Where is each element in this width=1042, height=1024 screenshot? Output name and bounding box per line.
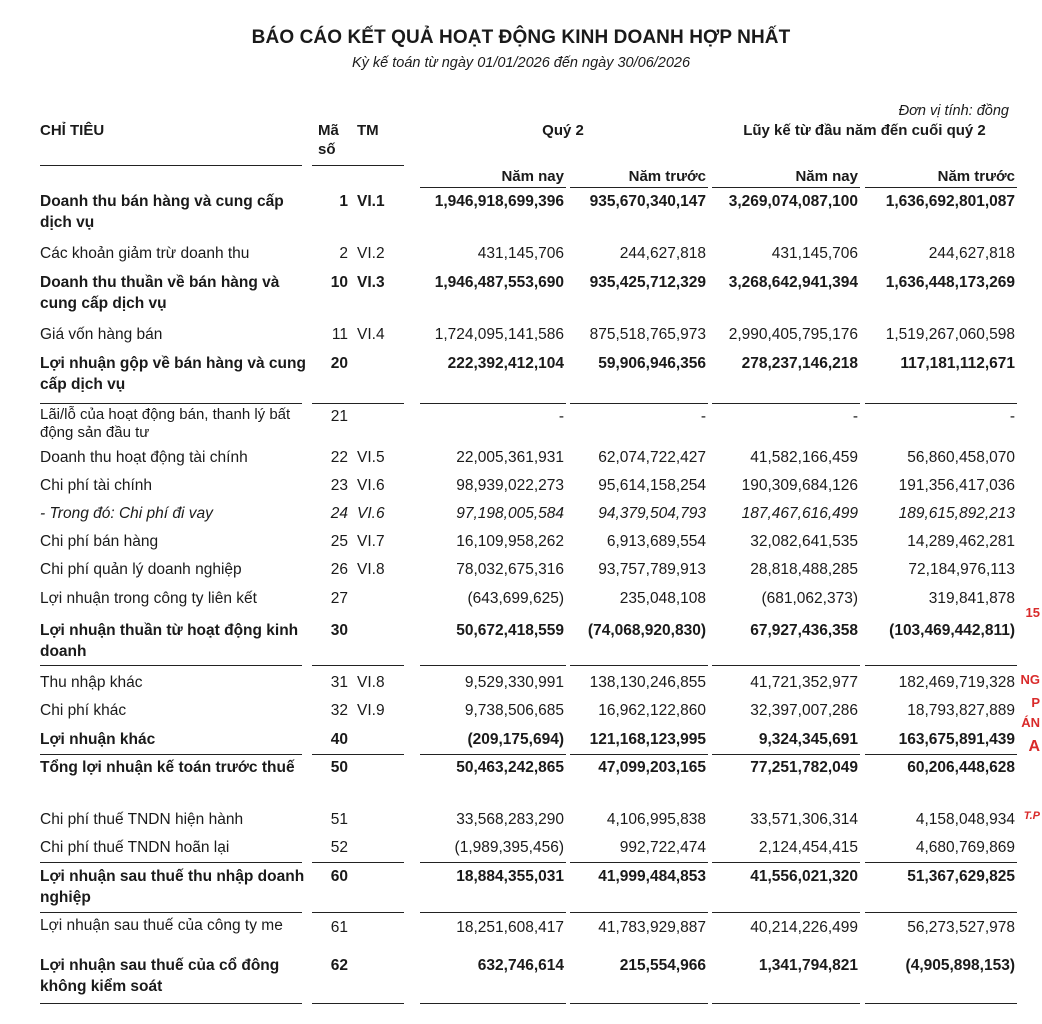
- row-ytd-last: 56,860,458,070: [907, 449, 1015, 466]
- section-rule: [570, 665, 708, 666]
- row-note: VI.6: [357, 477, 385, 494]
- section-rule: [40, 754, 302, 755]
- row-ytd-this: 2,990,405,795,176: [728, 326, 858, 343]
- row-code: 61: [330, 919, 348, 936]
- row-ytd-last: 1,636,692,801,087: [885, 193, 1015, 210]
- row-ytd-this: 67,927,436,358: [750, 622, 858, 639]
- row-label: Doanh thu thuần về bán hàng và cung cấp dịch vụ: [40, 274, 280, 312]
- row-code: 50: [330, 759, 348, 776]
- row-q-last: 95,614,158,254: [598, 477, 706, 494]
- report-period: Kỳ kế toán từ ngày 01/01/2026 đến ngày 30/06/2026: [351, 55, 691, 71]
- row-q-last: 47,099,203,165: [598, 759, 706, 776]
- section-rule: [40, 1003, 302, 1004]
- row-q-this: 98,939,022,273: [456, 477, 564, 494]
- row-ytd-this: 2,124,454,415: [758, 839, 858, 856]
- row-code: 24: [330, 505, 348, 522]
- row-q-last: 41,999,484,853: [598, 868, 706, 885]
- row-label: Các khoản giảm trừ doanh thu: [40, 245, 250, 262]
- row-ytd-this: 40,214,226,499: [750, 919, 858, 936]
- row-note: VI.3: [357, 274, 385, 291]
- row-ytd-last: 163,675,891,439: [898, 731, 1015, 748]
- row-ytd-this: 33,571,306,314: [750, 811, 858, 828]
- stamp-text: A: [1028, 738, 1040, 755]
- row-code: 27: [330, 590, 348, 607]
- row-ytd-last: 191,356,417,036: [898, 477, 1015, 494]
- section-rule: [40, 912, 302, 913]
- row-q-last: 138,130,246,855: [589, 674, 706, 691]
- row-q-this: 22,005,361,931: [456, 449, 564, 466]
- section-rule: [420, 665, 566, 666]
- row-q-this: (643,699,625): [467, 590, 564, 607]
- row-code: 52: [330, 839, 348, 856]
- row-q-last: 16,962,122,860: [598, 702, 706, 719]
- row-ytd-this: -: [852, 408, 858, 425]
- row-ytd-this: 77,251,782,049: [750, 759, 858, 776]
- row-ytd-last: 60,206,448,628: [907, 759, 1015, 776]
- currency-unit: Đơn vị tính: đồng: [898, 103, 1009, 119]
- row-q-last: 4,106,995,838: [606, 811, 706, 828]
- row-q-this: 33,568,283,290: [456, 811, 564, 828]
- row-q-last: 875,518,765,973: [589, 326, 706, 343]
- row-q-this: 50,463,242,865: [456, 759, 564, 776]
- section-rule: [312, 912, 404, 913]
- row-ytd-last: 182,469,719,328: [898, 674, 1015, 691]
- row-q-this: 9,529,330,991: [464, 674, 564, 691]
- row-label: Lợi nhuận thuần từ hoạt động kinh doanh: [40, 622, 299, 660]
- row-label: - Trong đó: Chi phí đi vay: [40, 505, 213, 522]
- row-code: 11: [331, 326, 348, 343]
- row-ytd-this: 190,309,684,126: [741, 477, 858, 494]
- row-label: Lợi nhuận sau thuế của cổ đông không kiểm soát: [40, 957, 280, 995]
- row-label: Giá vốn hàng bán: [40, 326, 163, 343]
- section-rule: [420, 754, 566, 755]
- row-note: VI.1: [357, 193, 385, 210]
- row-q-this: 632,746,614: [477, 957, 564, 974]
- header-q-last-year: Năm trước: [628, 168, 706, 185]
- row-ytd-last: 18,793,827,889: [907, 702, 1015, 719]
- row-ytd-this: 3,269,074,087,100: [728, 193, 858, 210]
- header-rule-q-this: [420, 187, 566, 188]
- header-code-line2: số: [318, 141, 336, 158]
- row-q-this: 1,946,487,553,690: [434, 274, 564, 291]
- section-rule: [865, 912, 1017, 913]
- row-q-last: 59,906,946,356: [598, 355, 706, 372]
- row-q-this: 18,884,355,031: [456, 868, 564, 885]
- row-note: VI.8: [357, 561, 385, 578]
- section-rule: [712, 754, 860, 755]
- report-title: BÁO CÁO KẾT QUẢ HOẠT ĐỘNG KINH DOANH HỢP NHẤT: [251, 27, 791, 48]
- row-q-last: 244,627,818: [619, 245, 706, 262]
- row-q-this: (209,175,694): [467, 731, 564, 748]
- row-label: Chi phí khác: [40, 702, 127, 719]
- row-ytd-last: 4,680,769,869: [915, 839, 1015, 856]
- row-code: 21: [330, 408, 348, 425]
- section-rule: [712, 403, 860, 404]
- row-label: Lợi nhuận sau thuế của công ty me: [40, 917, 283, 934]
- row-ytd-last: 56,273,527,978: [907, 919, 1015, 936]
- table-row: [0, 917, 1042, 937]
- section-rule: [865, 1003, 1017, 1004]
- row-label: Chi phí bán hàng: [40, 533, 159, 550]
- row-ytd-this: 1,341,794,821: [758, 957, 858, 974]
- row-ytd-this: (681,062,373): [761, 590, 858, 607]
- row-label: Chi phí tài chính: [40, 477, 153, 494]
- row-ytd-last: 319,841,878: [928, 590, 1015, 607]
- section-rule: [865, 665, 1017, 666]
- section-rule: [40, 665, 302, 666]
- row-q-last: 992,722,474: [619, 839, 706, 856]
- section-rule: [570, 1003, 708, 1004]
- row-ytd-last: 244,627,818: [928, 245, 1015, 262]
- header-rule-code: [312, 165, 404, 166]
- row-q-this: 16,109,958,262: [456, 533, 564, 550]
- row-label: Chi phí thuế TNDN hiện hành: [40, 811, 244, 828]
- company-stamp: [1016, 600, 1042, 860]
- row-label: Lãi/lỗ của hoạt động bán, thanh lý bất động sản đầu tư: [40, 406, 291, 441]
- row-label: Lợi nhuận sau thuế thu nhập doanh nghiệp: [40, 868, 305, 906]
- section-rule: [312, 862, 404, 863]
- header-note: TM: [357, 122, 379, 139]
- row-code: 30: [330, 622, 348, 639]
- row-code: 23: [330, 477, 348, 494]
- section-rule: [865, 403, 1017, 404]
- row-ytd-last: 14,289,462,281: [907, 533, 1015, 550]
- row-ytd-last: 51,367,629,825: [907, 868, 1015, 885]
- section-rule: [570, 754, 708, 755]
- stamp-text: 15: [1025, 605, 1040, 620]
- row-ytd-last: 117,181,112,671: [900, 355, 1015, 372]
- row-code: 25: [330, 533, 348, 550]
- row-code: 20: [330, 355, 348, 372]
- row-code: 10: [330, 274, 348, 291]
- section-rule: [570, 403, 708, 404]
- row-q-last: 215,554,966: [619, 957, 706, 974]
- row-note: VI.7: [357, 533, 385, 550]
- section-rule: [312, 403, 404, 404]
- section-rule: [420, 912, 566, 913]
- row-ytd-last: (103,469,442,811): [889, 622, 1015, 639]
- row-label: Chi phí thuế TNDN hoãn lại: [40, 839, 230, 856]
- section-rule: [312, 754, 404, 755]
- section-rule: [420, 1003, 566, 1004]
- row-code: 62: [330, 957, 348, 974]
- row-q-this: -: [558, 408, 564, 425]
- row-ytd-last: 1,636,448,173,269: [885, 274, 1015, 291]
- row-q-this: 222,392,412,104: [447, 355, 564, 372]
- row-label: Lợi nhuận gộp về bán hàng và cung cấp dịch vụ: [40, 355, 306, 393]
- row-q-last: 235,048,108: [619, 590, 706, 607]
- row-ytd-this: 187,467,616,499: [741, 505, 858, 522]
- row-q-last: -: [700, 408, 706, 425]
- row-q-this: 1,724,095,141,586: [434, 326, 564, 343]
- section-rule: [570, 912, 708, 913]
- row-ytd-last: 4,158,048,934: [915, 811, 1015, 828]
- row-q-last: (74,068,920,830): [587, 622, 706, 639]
- row-ytd-this: 431,145,706: [771, 245, 858, 262]
- row-code: 1: [339, 193, 348, 210]
- row-code: 60: [330, 868, 348, 885]
- section-rule: [420, 862, 566, 863]
- row-q-last: 121,168,123,995: [589, 731, 706, 748]
- stamp-text: ÁN: [1021, 715, 1040, 730]
- row-ytd-last: 1,519,267,060,598: [885, 326, 1015, 343]
- row-ytd-last: (4,905,898,153): [905, 957, 1015, 974]
- row-note: VI.8: [357, 674, 385, 691]
- row-label: Thu nhập khác: [40, 674, 143, 691]
- row-ytd-this: 41,721,352,977: [750, 674, 858, 691]
- header-rule-ytd-last: [865, 187, 1017, 188]
- section-rule: [712, 912, 860, 913]
- stamp-text: NG: [1020, 672, 1040, 687]
- row-code: 51: [330, 811, 348, 828]
- row-ytd-last: 189,615,892,213: [898, 505, 1015, 522]
- header-ytd-last-year: Năm trước: [937, 168, 1015, 185]
- row-label: Lợi nhuận khác: [40, 731, 156, 748]
- row-q-this: 431,145,706: [477, 245, 564, 262]
- section-rule: [312, 665, 404, 666]
- stamp-text: P: [1031, 695, 1040, 710]
- row-ytd-this: 28,818,488,285: [750, 561, 858, 578]
- row-ytd-last: 72,184,976,113: [908, 561, 1015, 578]
- row-q-this: 18,251,608,417: [456, 919, 564, 936]
- row-label: Lợi nhuận trong công ty liên kết: [40, 590, 257, 607]
- section-rule: [865, 754, 1017, 755]
- row-label: Doanh thu hoạt động tài chính: [40, 449, 248, 466]
- header-ytd-this-year: Năm nay: [795, 168, 858, 185]
- header-quarter: Quý 2: [542, 122, 584, 139]
- section-rule: [40, 403, 302, 404]
- row-ytd-this: 3,268,642,941,394: [728, 274, 858, 291]
- row-ytd-this: 32,082,641,535: [750, 533, 858, 550]
- section-rule: [712, 665, 860, 666]
- row-note: VI.2: [357, 245, 385, 262]
- row-code: 40: [330, 731, 348, 748]
- row-note: VI.9: [357, 702, 385, 719]
- row-ytd-last: -: [1009, 408, 1015, 425]
- row-note: VI.6: [357, 505, 385, 522]
- stamp-text: T.P: [1023, 810, 1040, 822]
- row-note: VI.5: [357, 449, 385, 466]
- row-ytd-this: 41,556,021,320: [750, 868, 858, 885]
- header-code-line1: Mã: [318, 122, 339, 139]
- row-ytd-this: 278,237,146,218: [741, 355, 858, 372]
- row-ytd-this: 41,582,166,459: [750, 449, 858, 466]
- section-rule: [570, 862, 708, 863]
- row-note: VI.4: [357, 326, 385, 343]
- section-rule: [312, 1003, 404, 1004]
- row-q-this: 50,672,418,559: [456, 622, 564, 639]
- row-q-last: 93,757,789,913: [598, 561, 706, 578]
- row-q-last: 6,913,689,554: [606, 533, 706, 550]
- row-label: Tổng lợi nhuận kế toán trước thuế: [40, 759, 295, 776]
- header-rule-indicator: [40, 165, 302, 166]
- row-q-last: 41,783,929,887: [598, 919, 706, 936]
- row-code: 22: [330, 449, 348, 466]
- header-rule-ytd-this: [712, 187, 860, 188]
- row-label: Doanh thu bán hàng và cung cấp dịch vụ: [40, 193, 284, 231]
- row-q-this: (1,989,395,456): [454, 839, 564, 856]
- row-ytd-this: 32,397,007,286: [750, 702, 858, 719]
- row-code: 2: [339, 245, 348, 262]
- header-indicator: CHỈ TIÊU: [40, 122, 105, 139]
- row-q-last: 94,379,504,793: [598, 505, 706, 522]
- section-rule: [712, 1003, 860, 1004]
- row-q-this: 1,946,918,699,396: [434, 193, 564, 210]
- row-code: 32: [330, 702, 348, 719]
- row-code: 31: [330, 674, 348, 691]
- row-q-this: 78,032,675,316: [456, 561, 564, 578]
- row-q-last: 935,670,340,147: [589, 193, 706, 210]
- section-rule: [420, 403, 566, 404]
- header-rule-q-last: [570, 187, 708, 188]
- row-ytd-this: 9,324,345,691: [758, 731, 858, 748]
- row-q-last: 935,425,712,329: [589, 274, 706, 291]
- section-rule: [712, 862, 860, 863]
- row-q-last: 62,074,722,427: [598, 449, 706, 466]
- header-q-this-year: Năm nay: [501, 168, 564, 185]
- header-ytd: Lũy kế từ đầu năm đến cuối quý 2: [743, 122, 986, 139]
- section-rule: [40, 862, 302, 863]
- row-code: 26: [330, 561, 348, 578]
- row-q-this: 97,198,005,584: [456, 505, 564, 522]
- section-rule: [865, 862, 1017, 863]
- row-q-this: 9,738,506,685: [464, 702, 564, 719]
- row-label: Chi phí quản lý doanh nghiệp: [40, 561, 242, 578]
